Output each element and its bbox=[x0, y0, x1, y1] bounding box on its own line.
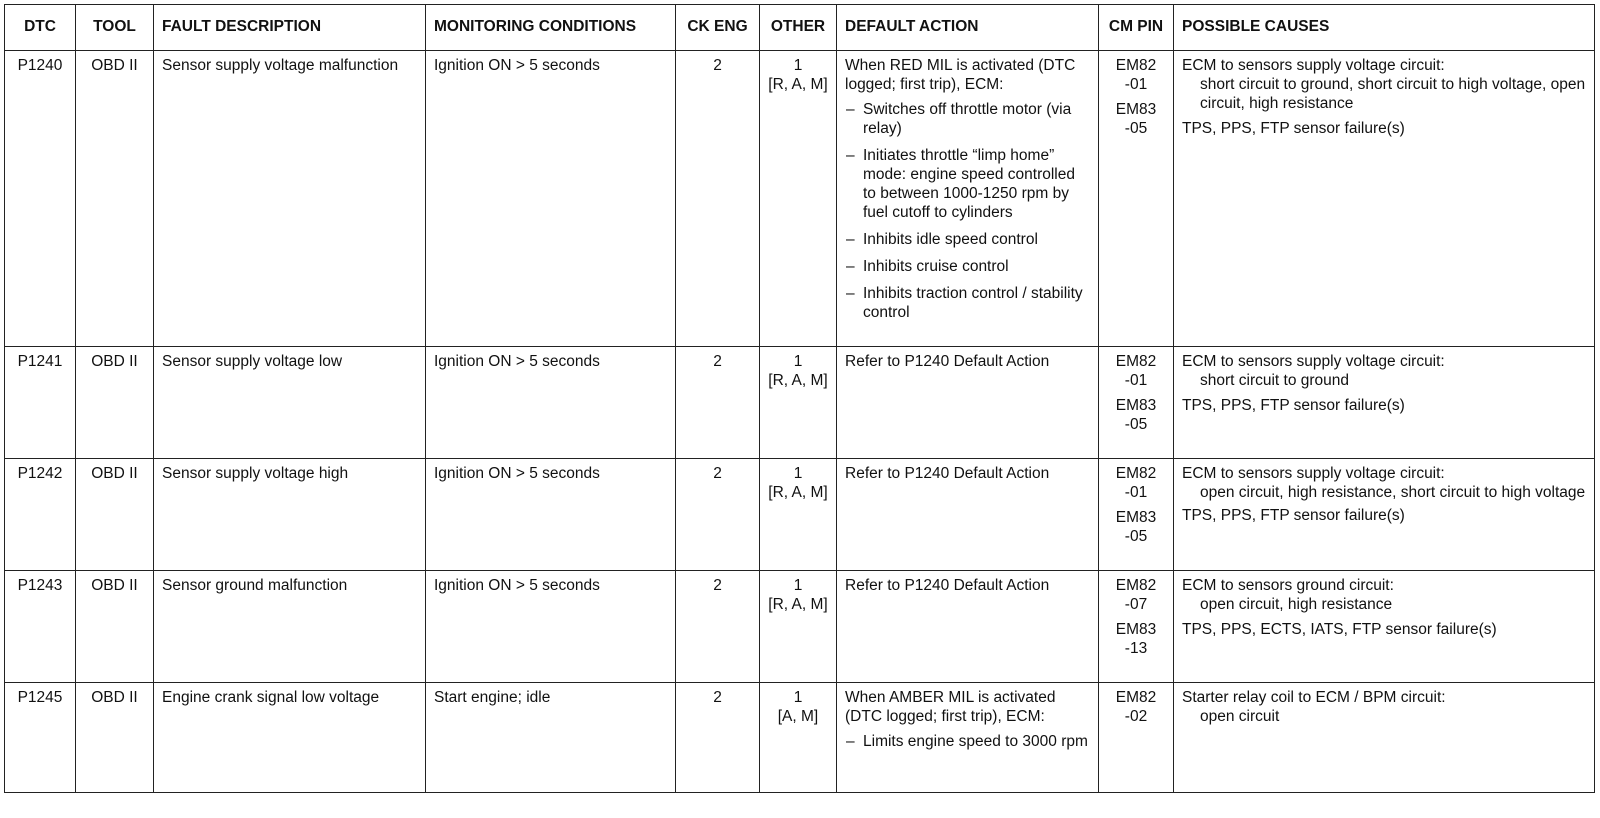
fault-cell: Sensor ground malfunction bbox=[154, 571, 426, 683]
monitoring-cell: Ignition ON > 5 seconds bbox=[426, 571, 676, 683]
other-codes: [R, A, M] bbox=[768, 484, 828, 501]
cause-extra: TPS, PPS, FTP sensor failure(s) bbox=[1182, 507, 1405, 524]
ck-eng-cell: 2 bbox=[676, 459, 760, 571]
dtc-cell: P1241 bbox=[5, 347, 76, 459]
default-action-cell bbox=[837, 459, 1099, 571]
cm-pin-cell bbox=[1099, 51, 1174, 347]
ck-eng-cell: 2 bbox=[676, 571, 760, 683]
pin-value: EM82 -02 bbox=[1115, 689, 1157, 725]
action-intro: Refer to P1240 Default Action bbox=[845, 353, 1050, 370]
fault-cell: Sensor supply voltage high bbox=[154, 459, 426, 571]
cause-heading: ECM to sensors supply voltage circuit: bbox=[1182, 353, 1445, 370]
causes-cell bbox=[1174, 683, 1595, 793]
cause-heading: Starter relay coil to ECM / BPM circuit: bbox=[1182, 689, 1446, 706]
pin-value: EM83 -05 bbox=[1115, 397, 1157, 433]
action-item: – Inhibits traction control / stability control bbox=[845, 284, 1090, 322]
fault-cell: Sensor supply voltage low bbox=[154, 347, 426, 459]
ck-eng-cell: 2 bbox=[676, 347, 760, 459]
fault-cell: Sensor supply voltage malfunction bbox=[154, 51, 426, 347]
pin-value: EM82 -01 bbox=[1115, 353, 1157, 389]
other-number: 1 bbox=[793, 689, 803, 706]
other-number: 1 bbox=[793, 577, 803, 594]
action-intro: Refer to P1240 Default Action bbox=[845, 465, 1050, 482]
table-row bbox=[5, 683, 1595, 793]
dtc-table bbox=[4, 4, 1595, 793]
pin-value: EM82 -07 bbox=[1115, 577, 1157, 613]
table-row bbox=[5, 459, 1595, 571]
default-action-cell bbox=[837, 347, 1099, 459]
header-monitoring-conditions: MONITORING CONDITIONS bbox=[426, 5, 676, 51]
other-codes: [A, M] bbox=[777, 708, 819, 725]
causes-cell bbox=[1174, 459, 1595, 571]
cause-detail: open circuit bbox=[1200, 708, 1280, 725]
cm-pin-cell bbox=[1099, 459, 1174, 571]
action-list bbox=[845, 732, 1090, 751]
other-cell bbox=[760, 347, 837, 459]
header-ck-eng: CK ENG bbox=[676, 5, 760, 51]
pin-value: EM82 -01 bbox=[1115, 57, 1157, 93]
header-default-action: DEFAULT ACTION bbox=[837, 5, 1099, 51]
pin-value: EM83 -13 bbox=[1115, 621, 1157, 657]
tool-cell: OBD II bbox=[76, 683, 154, 793]
other-number: 1 bbox=[793, 465, 803, 482]
dtc-cell: P1245 bbox=[5, 683, 76, 793]
other-cell bbox=[760, 571, 837, 683]
monitoring-cell: Ignition ON > 5 seconds bbox=[426, 347, 676, 459]
default-action-cell bbox=[837, 683, 1099, 793]
header-other: OTHER bbox=[760, 5, 837, 51]
causes-cell bbox=[1174, 347, 1595, 459]
tool-cell: OBD II bbox=[76, 51, 154, 347]
tool-cell: OBD II bbox=[76, 571, 154, 683]
other-codes: [R, A, M] bbox=[768, 372, 828, 389]
causes-cell bbox=[1174, 51, 1595, 347]
action-list bbox=[845, 100, 1090, 322]
default-action-cell bbox=[837, 571, 1099, 683]
monitoring-cell: Ignition ON > 5 seconds bbox=[426, 459, 676, 571]
cause-heading: ECM to sensors supply voltage circuit: bbox=[1182, 57, 1445, 74]
other-cell bbox=[760, 51, 837, 347]
header-cm-pin: CM PIN bbox=[1099, 5, 1174, 51]
other-cell bbox=[760, 459, 837, 571]
pin-value: EM83 -05 bbox=[1115, 101, 1157, 137]
action-item: – Limits engine speed to 3000 rpm bbox=[845, 732, 1090, 751]
cause-detail: short circuit to ground, short circuit to high voltage, open circuit, high resistance bbox=[1200, 76, 1586, 112]
monitoring-cell: Start engine; idle bbox=[426, 683, 676, 793]
cause-extra: TPS, PPS, FTP sensor failure(s) bbox=[1182, 397, 1405, 414]
cause-extra: TPS, PPS, ECTS, IATS, FTP sensor failure(s) bbox=[1182, 621, 1497, 638]
table-row bbox=[5, 347, 1595, 459]
cause-detail: open circuit, high resistance, short circuit to high voltage bbox=[1200, 484, 1586, 501]
cm-pin-cell bbox=[1099, 347, 1174, 459]
cm-pin-cell bbox=[1099, 683, 1174, 793]
monitoring-cell: Ignition ON > 5 seconds bbox=[426, 51, 676, 347]
tool-cell: OBD II bbox=[76, 347, 154, 459]
pin-value: EM83 -05 bbox=[1115, 509, 1157, 545]
action-item: – Initiates throttle “limp home” mode: engine speed controlled to between 1000-1250 rpm by fuel cutoff to cylinders bbox=[845, 146, 1090, 222]
default-action-cell bbox=[837, 51, 1099, 347]
dtc-cell: P1243 bbox=[5, 571, 76, 683]
action-intro: When AMBER MIL is activated (DTC logged; first trip), ECM: bbox=[845, 689, 1056, 725]
cm-pin-cell bbox=[1099, 571, 1174, 683]
action-intro: Refer to P1240 Default Action bbox=[845, 577, 1050, 594]
ck-eng-cell: 2 bbox=[676, 51, 760, 347]
causes-cell bbox=[1174, 571, 1595, 683]
cause-heading: ECM to sensors ground circuit: bbox=[1182, 577, 1394, 594]
other-codes: [R, A, M] bbox=[768, 596, 828, 613]
other-number: 1 bbox=[793, 57, 803, 74]
header-dtc: DTC bbox=[5, 5, 76, 51]
cause-detail: open circuit, high resistance bbox=[1200, 596, 1393, 613]
cause-detail: short circuit to ground bbox=[1200, 372, 1350, 389]
cause-extra: TPS, PPS, FTP sensor failure(s) bbox=[1182, 120, 1405, 137]
header-fault-description: FAULT DESCRIPTION bbox=[154, 5, 426, 51]
other-codes: [R, A, M] bbox=[768, 76, 828, 93]
ck-eng-cell: 2 bbox=[676, 683, 760, 793]
action-item: – Inhibits cruise control bbox=[845, 257, 1090, 276]
table-row bbox=[5, 51, 1595, 347]
dtc-cell: P1242 bbox=[5, 459, 76, 571]
action-intro: When RED MIL is activated (DTC logged; first trip), ECM: bbox=[845, 57, 1076, 93]
other-cell bbox=[760, 683, 837, 793]
cause-heading: ECM to sensors supply voltage circuit: bbox=[1182, 465, 1445, 482]
header-possible-causes: POSSIBLE CAUSES bbox=[1174, 5, 1595, 51]
pin-value: EM82 -01 bbox=[1115, 465, 1157, 501]
tool-cell: OBD II bbox=[76, 459, 154, 571]
action-item: – Switches off throttle motor (via relay) bbox=[845, 100, 1090, 138]
other-number: 1 bbox=[793, 353, 803, 370]
table-row bbox=[5, 571, 1595, 683]
fault-cell: Engine crank signal low voltage bbox=[154, 683, 426, 793]
action-item: – Inhibits idle speed control bbox=[845, 230, 1090, 249]
header-row bbox=[5, 5, 1595, 51]
header-tool: TOOL bbox=[76, 5, 154, 51]
dtc-cell: P1240 bbox=[5, 51, 76, 347]
